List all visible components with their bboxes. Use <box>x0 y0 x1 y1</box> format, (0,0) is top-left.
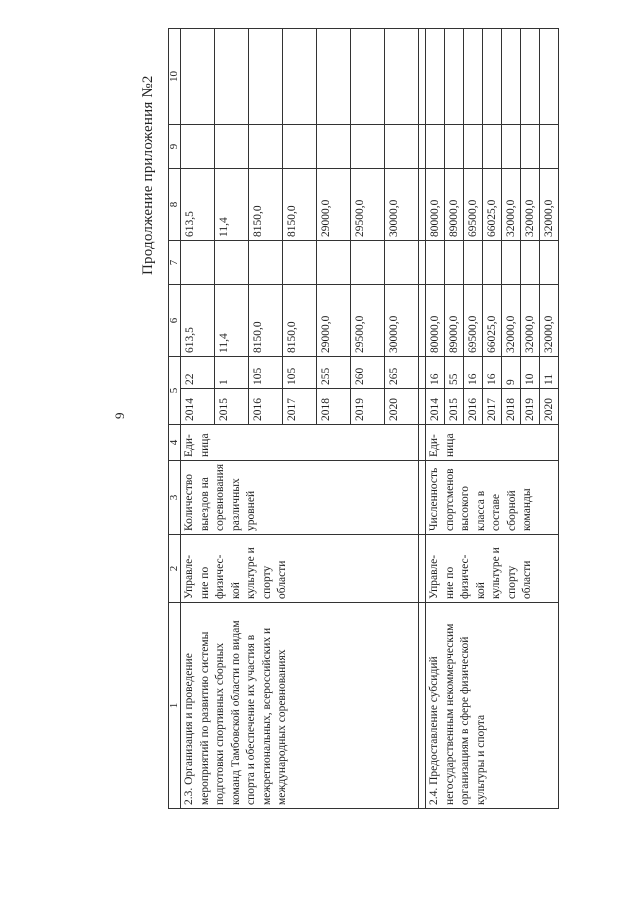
value-cell: 66025,0 <box>483 285 502 356</box>
table-row <box>181 29 419 809</box>
year-cell: 2015 <box>215 389 249 424</box>
value-cell: 613,5 <box>181 285 215 356</box>
value-cell: 55 <box>445 357 464 388</box>
executor-cell: Управле-ние по физичес-кой культуре и спорту области <box>181 535 419 603</box>
year-cell: 2020 <box>388 398 400 421</box>
unit-cell: Еди-ница <box>181 425 419 461</box>
year-column <box>181 389 419 425</box>
col8-column <box>426 169 559 241</box>
value-cell: 32000,0 <box>521 285 540 356</box>
value-cell: 32000,0 <box>543 199 555 237</box>
page-number: 9 <box>112 412 127 419</box>
value-cell: 16 <box>464 357 483 388</box>
value-cell: 11,4 <box>215 285 249 356</box>
value-cell: 32000,0 <box>521 169 540 240</box>
year-cell: 2016 <box>464 389 483 424</box>
indicator-cell: Численность спортсменов высокого класса в составе сборной команды <box>426 461 559 535</box>
value-cell: 8150,0 <box>283 285 317 356</box>
year-cell: 2014 <box>426 389 445 424</box>
value-cell: 16 <box>426 357 445 388</box>
indicator-cell: Количество выездов на соревнования различных уровней <box>181 461 419 535</box>
value-cell: 29000,0 <box>317 285 351 356</box>
year-cell: 2014 <box>181 389 215 424</box>
value-cell: 69500,0 <box>464 169 483 240</box>
col-num-6: 6 <box>169 285 181 357</box>
table-row <box>426 29 559 809</box>
year-cell: 2017 <box>483 389 502 424</box>
col-num-7: 7 <box>169 241 181 285</box>
value-cell: 29500,0 <box>351 285 385 356</box>
measure-cell: 2.4. Предоставление субсидий негосударственным некоммерческим организациям в сфере физической культуры и спорта <box>426 603 559 809</box>
value-cell: 105 <box>249 357 283 388</box>
col-num-8: 8 <box>169 169 181 241</box>
column-number-row <box>169 29 181 809</box>
value-cell: 8150,0 <box>249 169 283 240</box>
unit-cell: Еди-ница <box>426 425 559 461</box>
col10-column <box>426 29 559 125</box>
value-cell: 16 <box>483 357 502 388</box>
year-cell: 2016 <box>249 389 283 424</box>
col6-column <box>426 285 559 357</box>
year-cell: 2018 <box>502 389 521 424</box>
col-num-1: 1 <box>169 603 181 809</box>
value-cell: 10 <box>521 357 540 388</box>
year-cell: 2018 <box>317 389 351 424</box>
measure-cell: 2.3. Организация и проведение мероприятий по развитию системы подготовки спортивных сборных команд Тамбовской области по видам спорта и обеспечение их участия в межрегиональных, всероссийских и международных соревнованиях <box>181 603 419 809</box>
col-num-5: 5 <box>169 357 181 425</box>
value-cell: 11 <box>543 373 555 385</box>
value-cell: 89000,0 <box>445 169 464 240</box>
value-cell: 8150,0 <box>249 285 283 356</box>
col-num-4: 4 <box>169 425 181 461</box>
value-cell: 30000,0 <box>388 199 400 237</box>
col8-column <box>181 169 419 241</box>
value-cell: 32000,0 <box>502 285 521 356</box>
value-cell: 32000,0 <box>543 315 555 353</box>
value-cell: 30000,0 <box>388 315 400 353</box>
value-cell: 89000,0 <box>445 285 464 356</box>
value-cell: 1 <box>215 357 249 388</box>
value-cell: 11,4 <box>215 169 249 240</box>
value-cell: 8150,0 <box>283 169 317 240</box>
year-cell: 2020 <box>543 398 555 421</box>
value-cell: 80000,0 <box>426 169 445 240</box>
year-cell: 2017 <box>283 389 317 424</box>
value-cell: 66025,0 <box>483 169 502 240</box>
year-cell: 2019 <box>521 389 540 424</box>
indicator-value-column <box>426 357 559 389</box>
col-num-2: 2 <box>169 535 181 603</box>
year-column <box>426 389 559 425</box>
indicator-value-column <box>181 357 419 389</box>
executor-cell: Управле-ние по физичес-кой культуре и спорту области <box>426 535 559 603</box>
value-cell: 69500,0 <box>464 285 483 356</box>
value-cell: 105 <box>283 357 317 388</box>
row-spacer <box>419 29 426 809</box>
value-cell: 265 <box>388 367 400 385</box>
appendix-table <box>168 28 559 809</box>
col7-column <box>181 241 419 285</box>
value-cell: 29000,0 <box>317 169 351 240</box>
value-cell: 613,5 <box>181 169 215 240</box>
value-cell: 255 <box>317 357 351 388</box>
col7-column <box>426 241 559 285</box>
col-num-10: 10 <box>169 29 181 125</box>
year-cell: 2015 <box>445 389 464 424</box>
continuation-title: Продолжение приложения №2 <box>140 75 156 275</box>
col10-column <box>181 29 419 125</box>
year-cell: 2019 <box>351 389 385 424</box>
value-cell: 9 <box>502 357 521 388</box>
value-cell: 260 <box>351 357 385 388</box>
value-cell: 22 <box>181 357 215 388</box>
col6-column <box>181 285 419 357</box>
col-num-3: 3 <box>169 461 181 535</box>
col9-column <box>181 125 419 169</box>
col-num-9: 9 <box>169 125 181 169</box>
value-cell: 80000,0 <box>426 285 445 356</box>
value-cell: 32000,0 <box>502 169 521 240</box>
col9-column <box>426 125 559 169</box>
value-cell: 29500,0 <box>351 169 385 240</box>
